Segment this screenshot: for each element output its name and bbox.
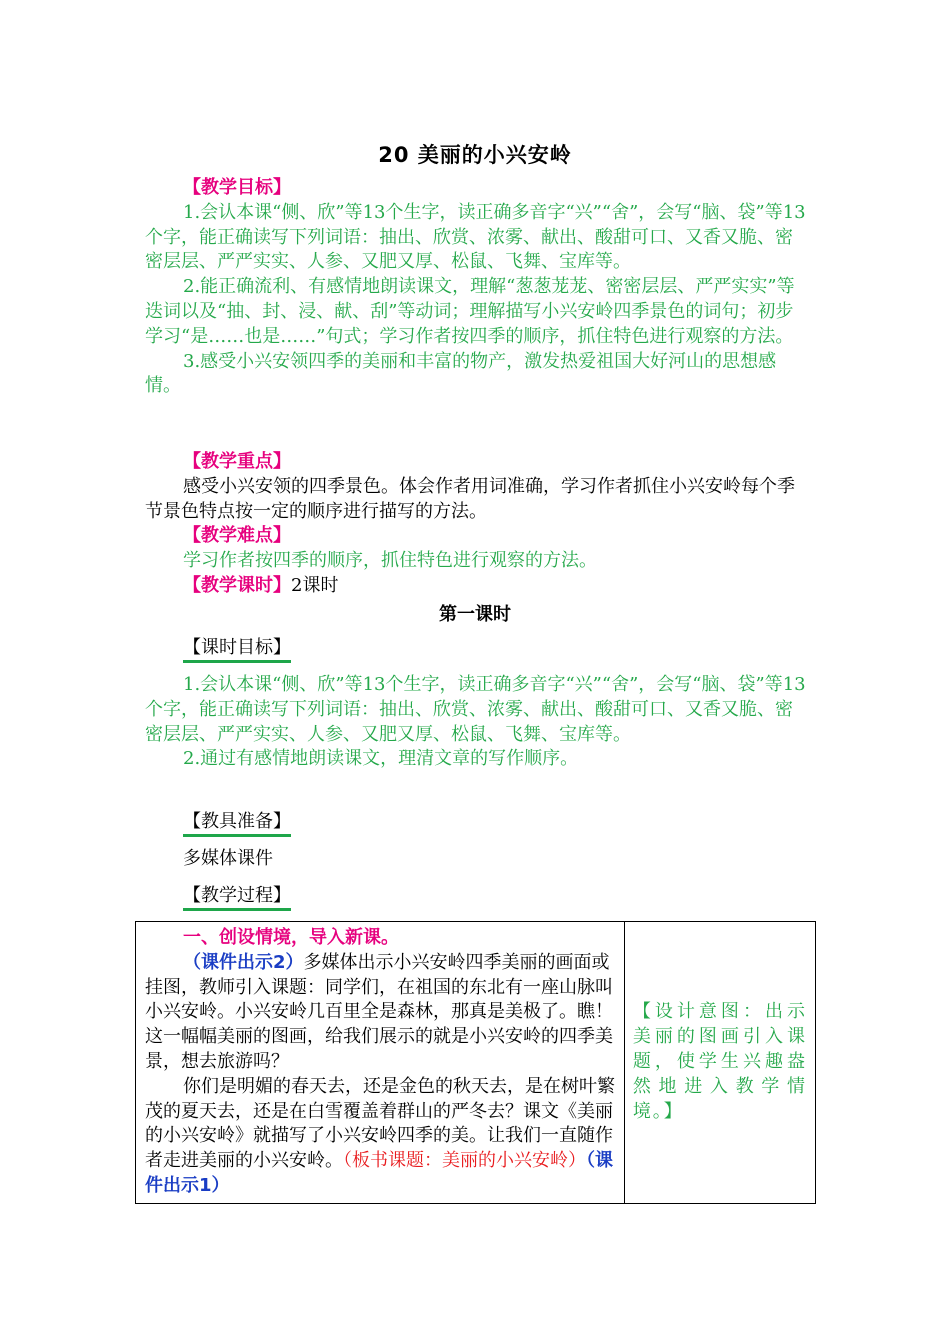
page-title: 20 美丽的小兴安岭 [378,143,572,167]
key-points-section [145,450,808,524]
key-points-text: 感受小兴安领的四季景色。体会作者用词准确，学习作者抓住小兴安岭每个季节景色特点按一定的顺序进行描写的方法。 [145,475,795,522]
teaching-goal-item: 1.会认本课“侧、欣”等13个生字，读正确多音字“兴”“舍”，会写“脑、袋”等13个字，能正确读写下列词语：抽出、欣赏、浓雾、献出、酸甜可口、又香又脆、密密层层、严严实实、人参、又肥又厚、松鼠、飞舞、宝库等。 [145,201,806,273]
process-paragraph-2 [145,1075,616,1199]
hours-value: 2课时 [291,575,339,596]
process-heading: 【教学过程】 [183,885,291,911]
prep-text: 多媒体课件 [183,848,273,869]
hours-heading: 【教学课时】 [183,575,291,596]
paragraph-text: 多媒体出示小兴安岭四季美丽的画面或挂图，教师引入课题：同学们，在祖国的东北有一座山脉叫小兴安岭。小兴安岭几百里全是森林，那真是美极了。瞧！这一幅幅美丽的图画，给我们展示的就是小兴安岭的四季美景，想去旅游吗？ [145,951,613,1072]
teaching-goal-item: 2.能正确流利、有感情地朗读课文，理解“葱葱茏茏、密密层层、严严实实”等迭词以及“抽、封、浸、献、刮”等动词；理解描写小兴安岭四季景色的词句；初步学习“是……也是……”句式；学习作者按四季的顺序，抓住特色进行观察的方法。 [145,276,795,347]
lesson-goal-heading-row [145,636,808,663]
process-content-cell [136,922,625,1204]
section-title: 一、创设情境，导入新课。 [183,927,399,948]
process-paragraph-1 [145,951,616,1075]
teaching-goals-section [145,176,808,399]
process-heading-row [145,884,808,911]
difficulties-text: 学习作者按四季的顺序，抓住特色进行观察的方法。 [183,549,597,571]
paragraph-text: 你们是明媚的春天去，还是金色的秋天去，是在树叶繁茂的夏天去，还是在白雪覆盖着群山的严冬去？课文《美丽的小兴安岭》就描写了小兴安岭四季的美。让我们一直随作者走进美丽的小兴安岭。 [145,1075,615,1172]
courseware-tag: （课件出示1） [145,1150,613,1196]
teaching-goal-item: 3.感受小兴安领四季的美丽和丰富的物产，激发热爱祖国大好河山的思想感情。 [145,350,777,397]
difficulties-section [145,524,808,574]
prep-heading: 【教具准备】 [183,811,291,837]
lesson-goal-item: 2.通过有感情地朗读课文，理清文章的写作顺序。 [183,748,579,770]
lesson-goal-item: 1.会认本课“侧、欣”等13个生字，读正确多音字“兴”“舍”，会写“脑、袋”等13个字，能正确读写下列词语：抽出、欣赏、浓雾、献出、酸甜可口、又香又脆、密密层层、严严实实、人参、又肥又厚、松鼠、飞舞、宝库等。 [145,674,806,745]
lesson-goal-heading: 【课时目标】 [183,637,291,663]
table-row [136,922,816,1204]
design-intent-text: 【设计意图：出示美丽的图画引入课题，使学生兴趣盎然地进入教学情境。】 [632,1001,807,1122]
prep-heading-row [145,810,808,837]
board-note: （板书课题：美丽的小兴安岭） [343,1150,586,1172]
difficulties-heading: 【教学难点】 [183,525,291,546]
process-table [135,921,816,1204]
design-intent-cell [624,922,815,1204]
teaching-goals-heading: 【教学目标】 [183,177,291,198]
key-points-heading: 【教学重点】 [183,451,291,472]
lesson-goals-section [145,673,808,772]
hours-line [145,574,808,599]
courseware-tag: （课件出示2） [183,951,304,973]
lesson-title: 第一课时 [439,604,511,625]
